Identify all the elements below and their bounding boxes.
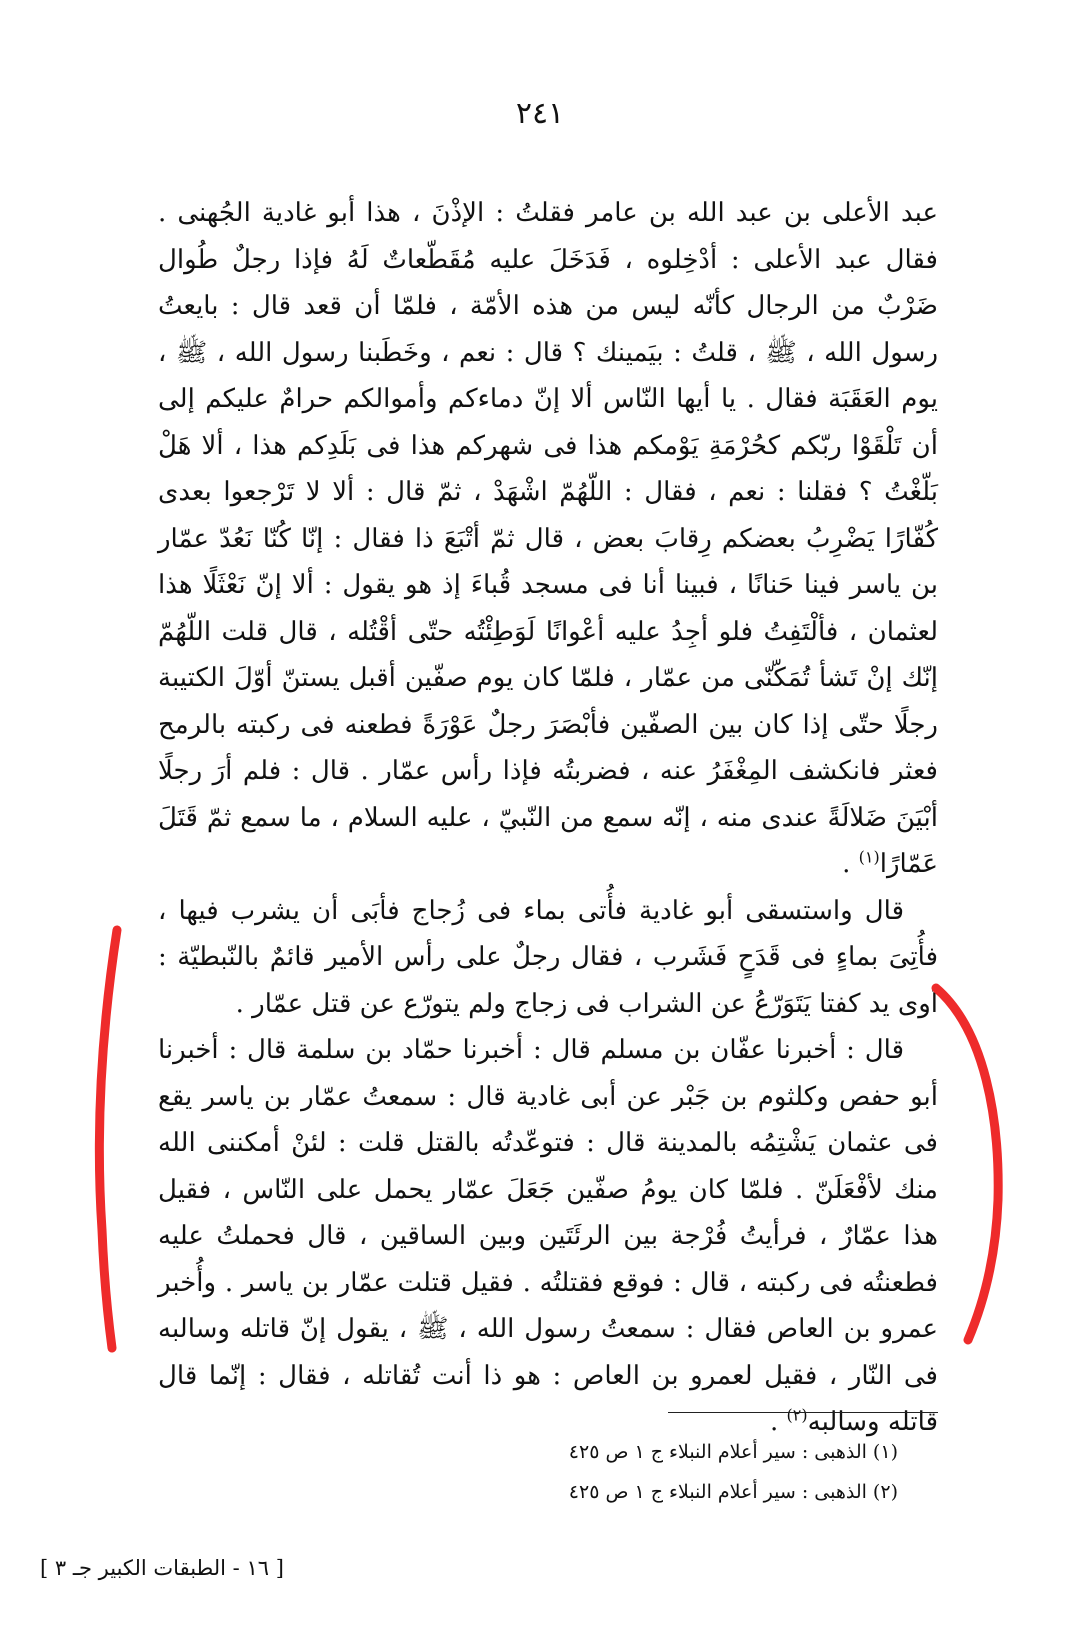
paragraph: قال واستسقى أبو غادية فأُتى بماء فى زُجاج فأبَى أن يشرب فيها ، فأُتِىَ بماءٍ فى قَدَحٍ فَشَرب ، فقال رجلٌ على رأس الأمير قائمٌ بالنّبطيّة : أوى يد كفتا يَتَوَرّعُ عن الشراب فى زجاج ولم يتورّع عن قتل عمّار . [158,895,938,1019]
paragraph-end: . [770,1407,787,1437]
footnote-ref: (٢) [786,1405,808,1425]
right-red-stroke [936,988,998,1340]
footnote: (١) الذهبى : سير أعلام النبلاء ج ١ ص ٤٢٥ [568,1441,898,1463]
page-number: ٢٤١ [515,96,565,131]
footnote: (٢) الذهبى : سير أعلام النبلاء ج ١ ص ٤٢٥ [568,1481,898,1503]
signature-mark: [ ١٦ - الطبقات الكبير جـ ٣ ] [40,1556,284,1580]
footnote-ref: (١) [858,847,880,867]
paragraph-text: عبد الأعلى بن عبد الله بن عامر فقلتُ : الإذْنَ ، هذا أبو غادية الجُهنى . فقال عبد الأعلى : أدْخِلوه ، فَدَخَلَ عليه مُقَطّعاتٌ لَهُ فإذا رجلٌ طُوال ضَرْبٌ من الرجال كأنّه ليس من هذه الأمّة ، فلمّا أن قعد قال : بايعتُ رسول الله ، ﷺ ، قلتُ : بيَمينك ؟ قال : نعم ، وخَطَبنا رسول الله ، ﷺ ، يوم العَقَبَة فقال . يا أيها النّاس ألا إنّ دماءكم وأموالكم حرامٌ عليكم إلى أن تَلْقَوْا ربّكم كحُرْمَةِ يَوْمكم هذا فى شهركم هذا فى بَلَدِكم هذا ، ألا هَلْ بَلّغْتُ ؟ فقلنا : نعم ، فقال : اللّهُمّ اشْهَدْ ، ثمّ قال : ألا لا تَرْجعوا بعدى كُفّارًا يَضْرِبُ بعضكم رِقابَ بعض ، قال ثمّ أتْبَعَ ذا فقال : إنّا كُنّا نَعُدّ عمّار بن ياسر فينا حَنانًا ، فبينا أنا فى مسجد قُباءَ إذ هو يقول : ألا إنّ نَعْثَلًا هذا لعثمان ، فألْتَفِتُ فلو أجِدُ عليه أعْوانًا لَوَطِئْتُه حتّى أقْتُله ، قال قلت اللّهُمّ إنّك إنْ تَشأ تُمَكّنّى من عمّار ، فلمّا كان يوم صفّين أقبل يستنّ أوّلَ الكتيبة رجلًا حتّى إذا كان بين الصفّين فأبْصَرَ رجلٌ عَوْرَةً فطعنه فى ركبته بالرمح فعثر فانكشف المِغْفَرُ عنه ، فضربتُه فإذا رأس عمّار . قال : فلم أرَ رجلًا أبْيَنَ ضَلالَةً عندى منه ، إنّه سمع من النّبيّ ، عليه السلام ، ما سمع ثمّ قَتَلَ عَمّارًا [158,198,938,879]
left-red-stroke [99,930,117,1348]
paragraph-text: قال : أخبرنا عفّان بن مسلم قال : أخبرنا حمّاد بن سلمة قال : أخبرنا أبو حفص وكلثوم بن جَبْر عن أبى غادية قال : سمعتُ عمّار بن ياسر يقع فى عثمان يَشْتِمُه بالمدينة قال : فتوعّدتُه بالقتل قلت : لئنْ أمكننى الله منك لأفْعَلَنّ . فلمّا كان يومُ صفّين جَعَلَ عمّار يحمل على النّاس ، فقيل هذا عمّارٌ ، فرأيتُ فُرْجة بين الرئَتَين وبين الساقين ، قال فحملتُ عليه فطعنتُه فى ركبته ، قال : فوقع فقتلتُه . فقيل قتلت عمّار بن ياسر . وأُخبر عمرو بن العاص فقال : سمعتُ رسول الله ، ﷺ ، يقول إنّ قاتله وسالبه فى النّار ، فقيل لعمرو بن العاص : هو ذا أنت تُقاتله ، فقال : إنّما قال قاتله وسالبه [158,1035,938,1437]
paragraph-end: . [842,849,859,879]
